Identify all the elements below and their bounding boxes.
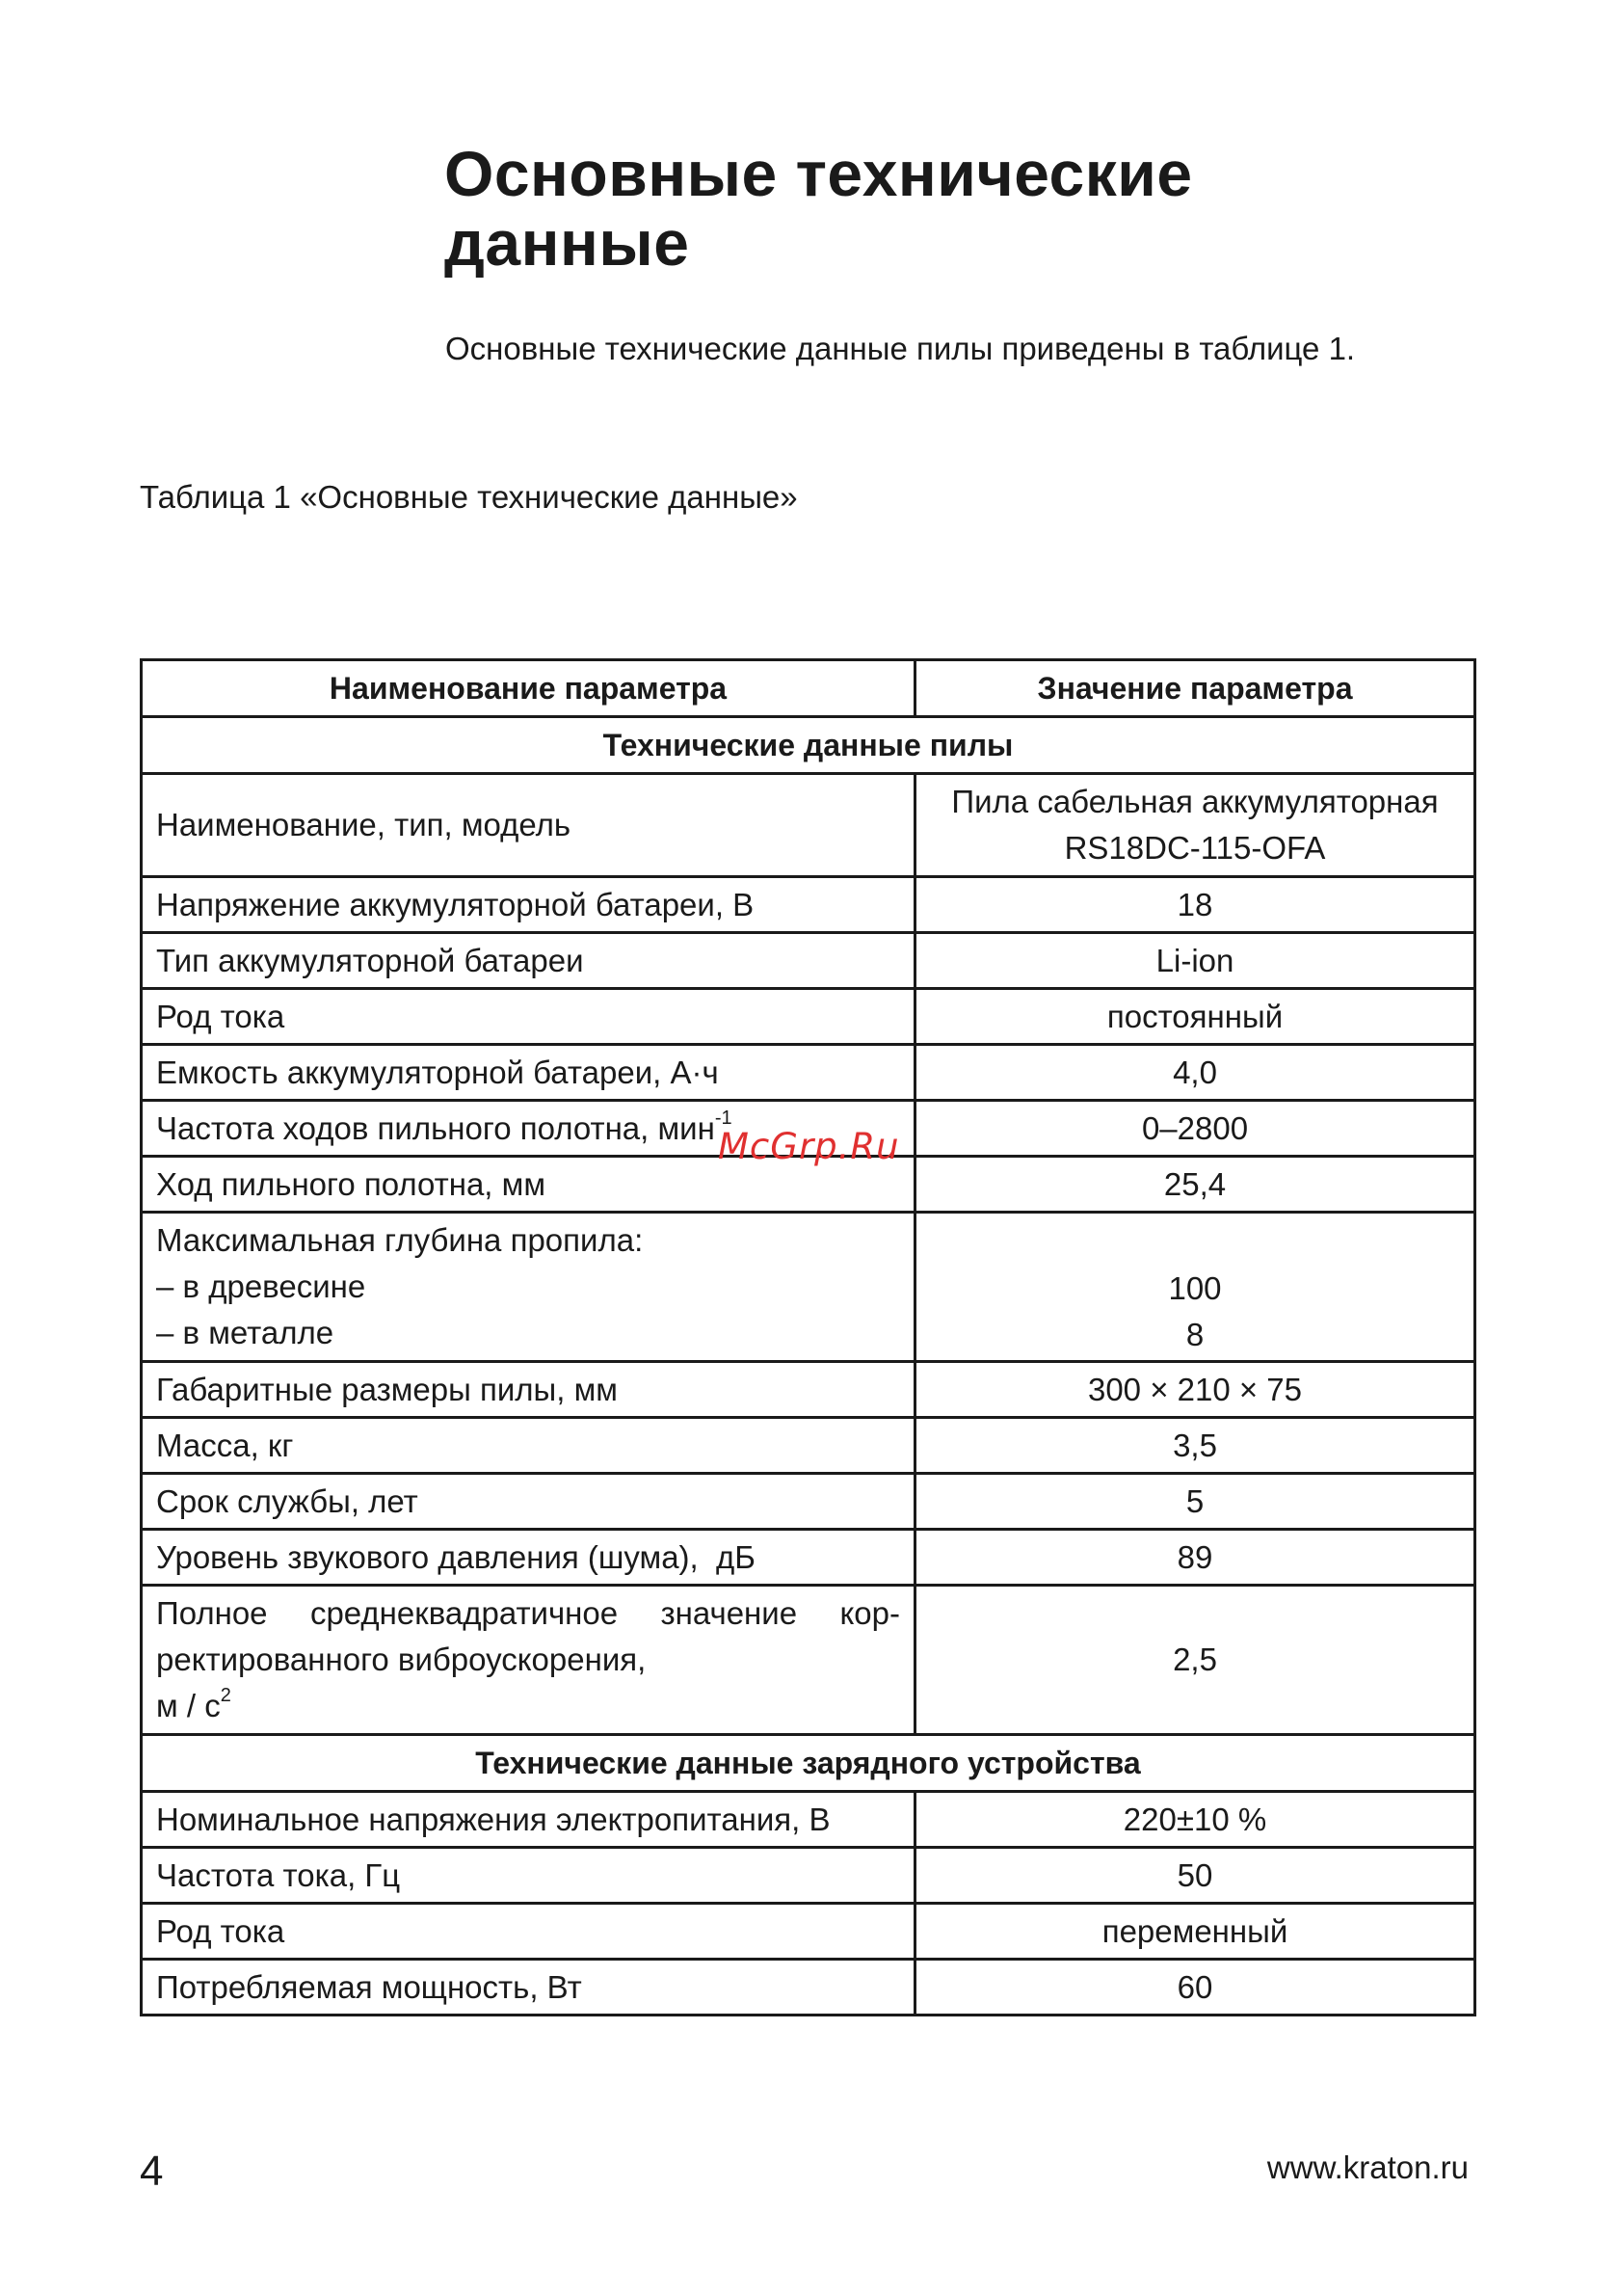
value-cell: 220±10 % [915, 1792, 1475, 1848]
table-row [142, 1474, 1475, 1530]
value-cell: 25,4 [915, 1157, 1475, 1213]
table-row [142, 1792, 1475, 1848]
value-cell: 60 [915, 1960, 1475, 2016]
param-cell: Тип аккумуляторной батареи [142, 933, 915, 989]
param-cell: Потребляемая мощность, Вт [142, 1960, 915, 2016]
param-line: ректированного виброускорения, [156, 1642, 647, 1677]
table-row [142, 1530, 1475, 1586]
table-caption: Таблица 1 «Основные технические данные» [140, 479, 798, 515]
param-text: м / с [156, 1688, 221, 1723]
param-cell: Емкость аккумуляторной батареи, А·ч [142, 1045, 915, 1101]
param-cell: Ход пильного полотна, мм [142, 1157, 915, 1213]
section-title: Технические данные пилы [142, 717, 1475, 774]
param-cell: Род тока [142, 989, 915, 1045]
param-cell: Наименование, тип, модель [142, 774, 915, 877]
value-line: 100 [1168, 1270, 1222, 1306]
table-row [142, 1960, 1475, 2016]
param-line: – в древесине [156, 1268, 366, 1304]
table-row [142, 877, 1475, 933]
table-row [142, 1586, 1475, 1735]
table-row [142, 1213, 1475, 1362]
table-row [142, 1045, 1475, 1101]
title-line: данные [444, 207, 690, 280]
spec-table [140, 658, 1476, 2016]
section-title: Технические данные зарядного устройства [142, 1735, 1475, 1792]
param-cell: Номинальное напряжения электропитания, В [142, 1792, 915, 1848]
page-number: 4 [140, 2148, 164, 2195]
param-line: – в металле [156, 1315, 334, 1350]
param-cell: Род тока [142, 1904, 915, 1960]
table-row [142, 1848, 1475, 1904]
table-row [142, 1418, 1475, 1474]
table-row [142, 774, 1475, 877]
value-cell: 5 [915, 1474, 1475, 1530]
website-link[interactable]: www.kraton.ru [1266, 2149, 1469, 2185]
title-line: Основные технические [444, 138, 1193, 210]
param-cell: Уровень звукового давления (шума), дБ [142, 1530, 915, 1586]
param-cell: Частота тока, Гц [142, 1848, 915, 1904]
table-row [142, 1362, 1475, 1418]
value-cell: 3,5 [915, 1418, 1475, 1474]
value-cell: постоянный [915, 989, 1475, 1045]
param-superscript: -1 [714, 1107, 732, 1129]
param-cell: Срок службы, лет [142, 1474, 915, 1530]
param-cell: Масса, кг [142, 1418, 915, 1474]
value-line: RS18DC-115-OFA [1064, 830, 1326, 866]
table-header-row [142, 660, 1475, 717]
section-row [142, 717, 1475, 774]
param-cell [142, 1586, 915, 1735]
param-text: Частота ходов пильного полотна, мин [156, 1109, 715, 1146]
param-line: Максимальная глубина пропила: [156, 1222, 644, 1258]
value-cell: 50 [915, 1848, 1475, 1904]
page-title [444, 139, 1408, 278]
param-cell [142, 1213, 915, 1362]
value-cell: Li-ion [915, 933, 1475, 989]
section-row [142, 1735, 1475, 1792]
value-cell: 2,5 [915, 1586, 1475, 1735]
table-row [142, 1904, 1475, 1960]
table-row [142, 933, 1475, 989]
header-value: Значение параметра [915, 660, 1475, 717]
value-cell: 89 [915, 1530, 1475, 1586]
table-row [142, 989, 1475, 1045]
param-cell: Габаритные размеры пилы, мм [142, 1362, 915, 1418]
value-cell: 300 × 210 × 75 [915, 1362, 1475, 1418]
value-cell [915, 774, 1475, 877]
value-cell: 4,0 [915, 1045, 1475, 1101]
param-cell: Напряжение аккумуляторной батареи, В [142, 877, 915, 933]
value-line: Пила сабельная аккумуляторная [951, 784, 1439, 819]
header-parameter: Наименование параметра [142, 660, 915, 717]
value-cell: переменный [915, 1904, 1475, 1960]
value-line: 8 [1185, 1317, 1205, 1352]
intro-text: Основные технические данные пилы приведены в таблице 1. [445, 331, 1356, 366]
value-cell [915, 1213, 1475, 1362]
value-cell: 0–2800 [915, 1101, 1475, 1157]
value-cell: 18 [915, 877, 1475, 933]
watermark: McGrp.Ru [718, 1126, 900, 1167]
param-line: Полное среднеквадратичное значение кор- [156, 1595, 900, 1631]
param-superscript: 2 [220, 1685, 231, 1706]
param-line [156, 1683, 900, 1729]
